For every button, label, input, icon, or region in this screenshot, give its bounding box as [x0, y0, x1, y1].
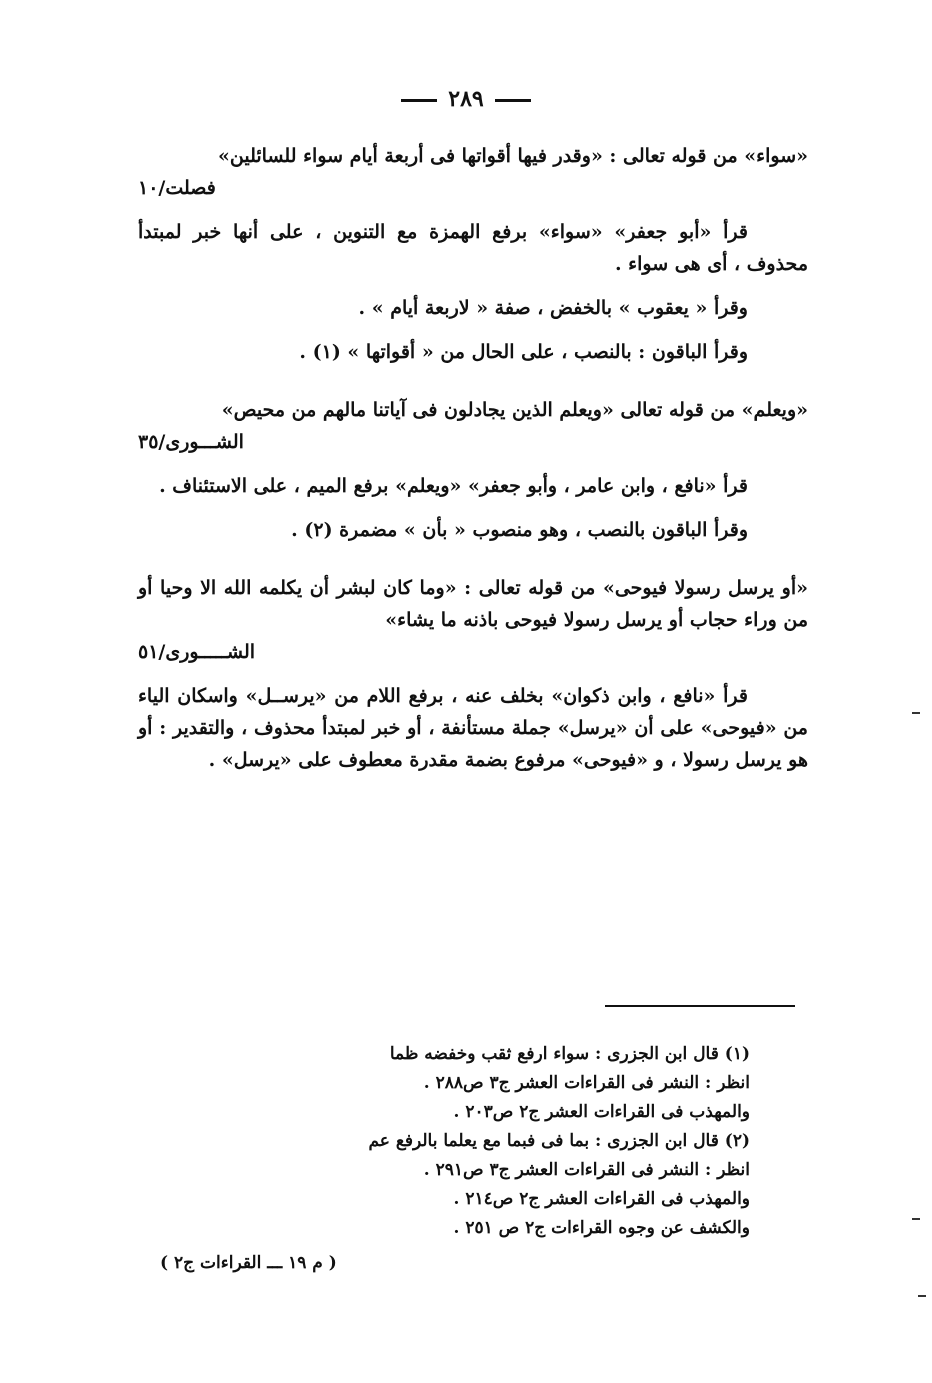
verse-text: «ويعلم» من قوله تعالى «ويعلم الذين يجادلون فى آياتنا مالهم من محيص» [221, 399, 808, 421]
verse-reference: الشـــــورى/٥١ [138, 641, 256, 663]
header-dash-left [401, 99, 437, 102]
entry-wayalam [138, 394, 808, 546]
page-header [0, 86, 932, 112]
footnote-line: (١) قال ابن الجزرى : سواء ارفع ثقب وخفضه ظما [389, 1044, 750, 1064]
page-signature: ( م ١٩ ـــ القراءات ج٢ ) [160, 1253, 337, 1273]
verse-reference: فصلت/١٠ [138, 177, 216, 199]
entry-paragraph: قرأ «أبو جعفر» «سواء» برفع الهمزة مع التنوين ، على أنها خبر لمبتدأ محذوف ، أى هى سواء . [138, 221, 808, 275]
margin-mark [918, 1295, 926, 1297]
header-dash-right [495, 99, 531, 102]
entry-paragraph: وقرأ الباقون بالنصب ، وهو منصوب « بأن » مضمرة (٢) . [291, 519, 748, 541]
verse-text: «أو يرسل رسولا فيوحى» من قوله تعالى : «وما كان لبشر أن يكلمه الله الا وحيا أو من وراء حجاب أو يرسل رسولا فيوحى باذنه ما يشاء» [138, 577, 808, 631]
entry-paragraph: قرأ «نافع ، وابن عامر ، وأبو جعفر» «ويعلم» برفع الميم ، على الاستئناف . [159, 475, 748, 497]
margin-mark [912, 1218, 920, 1220]
entry-verse [138, 140, 808, 204]
verse-reference: الشـــورى/٣٥ [138, 431, 244, 453]
footnote-line: (٢) قال ابن الجزرى : بما فى فبما مع يعلما بالرفع عم [368, 1131, 750, 1151]
footnote-line: والكشف عن وجوه القراءات ج٢ ص ٢٥١ . [453, 1218, 750, 1238]
entry-paragraph: قرأ «نافع ، وابن ذكوان» بخلف عنه ، برفع اللام من «يرســل» واسكان الياء من «فيوحى» على أن «يرسل» جملة مستأنفة ، أو خبر لمبتدأ محذوف ، والتقدير : أو هو يرسل رسولا ، و «فيوحى» مرفوع بضمة مقدرة معطوف على «يرسل» . [138, 685, 808, 771]
footnote-line: انظر : النشر فى القراءات العشر ج٣ ص٢٩١ . [423, 1160, 750, 1180]
entry-sawaa [138, 140, 808, 368]
margin-mark [912, 712, 920, 714]
footnote-line: والمهذب فى القراءات العشر ج٢ ص٢٠٣ . [453, 1102, 750, 1122]
footnote-line: انظر : النشر فى القراءات العشر ج٣ ص٢٨٨ . [423, 1073, 750, 1093]
entry-verse [138, 572, 808, 668]
footnote-separator [605, 1005, 795, 1007]
page-number: ٢٨٩ [448, 86, 484, 112]
entry-paragraph: وقرأ « يعقوب » بالخفض ، صفة « لاربعة أيام » . [358, 297, 748, 319]
entry-verse [138, 394, 808, 458]
main-text [138, 140, 808, 802]
entry-yursil [138, 572, 808, 776]
footnote-line: والمهذب فى القراءات العشر ج٢ ص٢١٤ . [453, 1189, 750, 1209]
verse-text: «سواء» من قوله تعالى : «وقدر فيها أقواتها فى أربعة أيام سواء للسائلين» [218, 145, 808, 167]
footnotes [150, 1040, 750, 1278]
entry-paragraph: وقرأ الباقون : بالنصب ، على الحال من « أقواتها » (١) . [299, 341, 748, 363]
